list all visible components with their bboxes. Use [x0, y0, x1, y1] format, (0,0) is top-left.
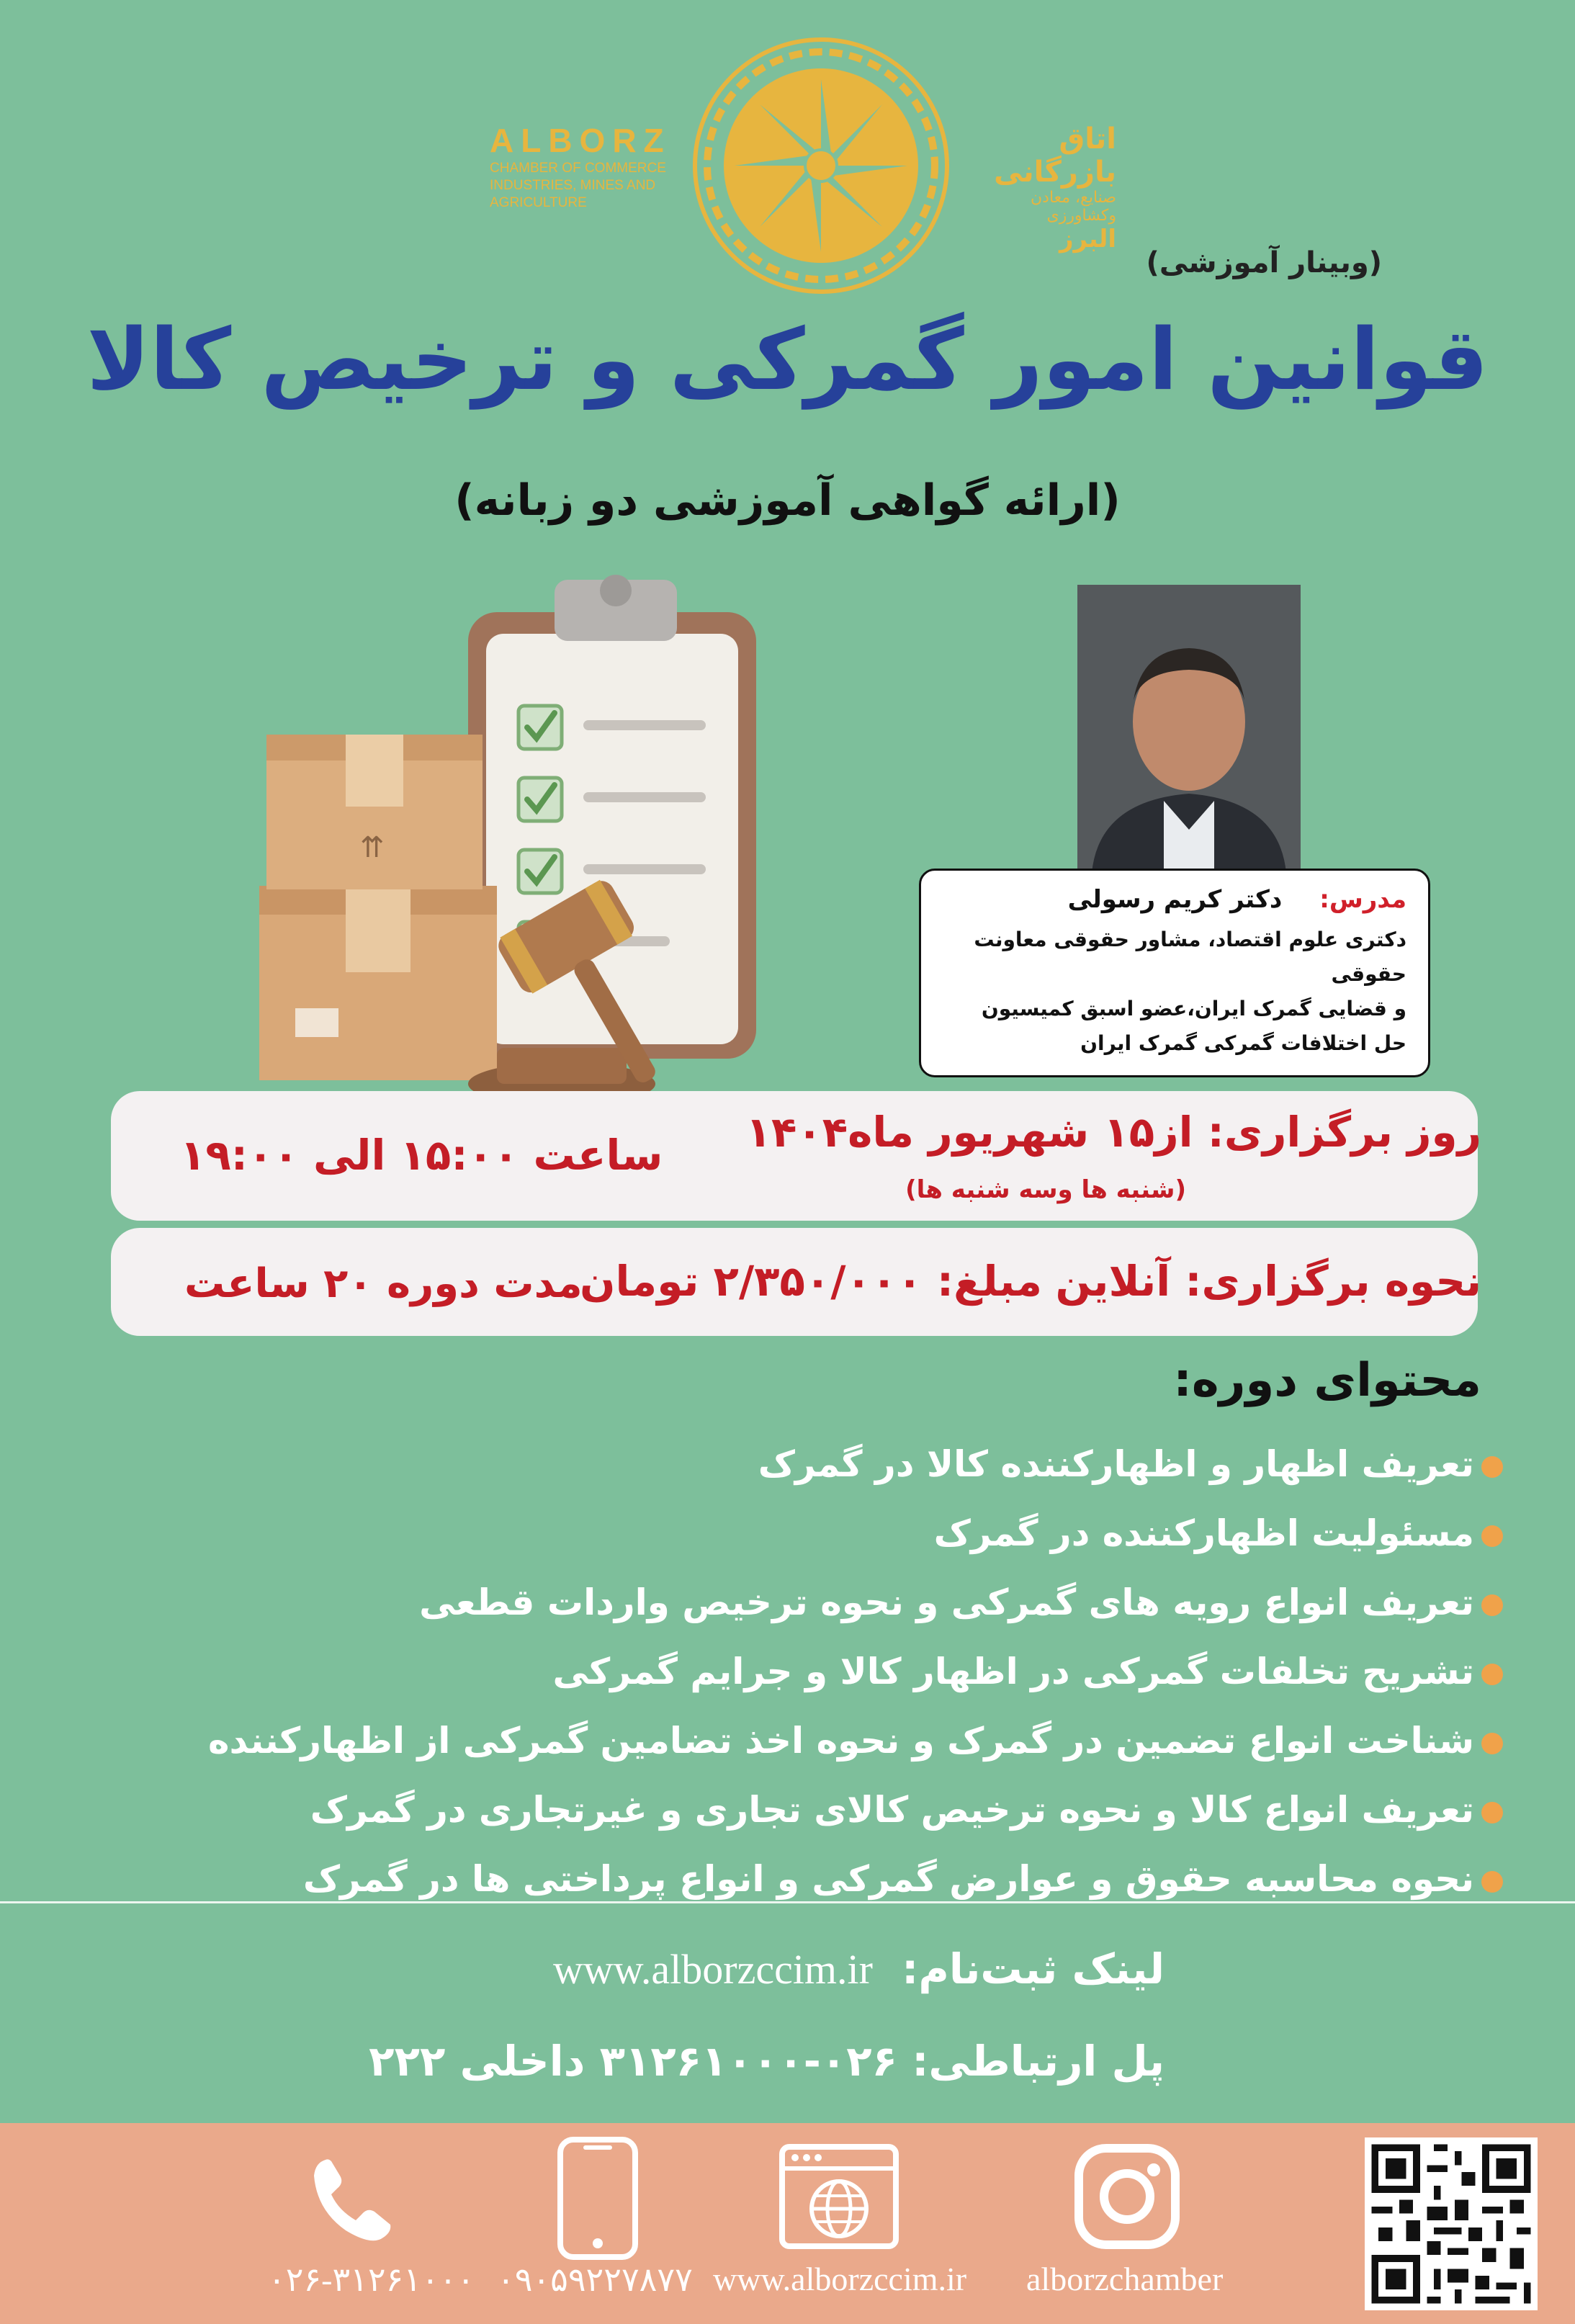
course-duration: مدت دوره ۲۰ ساعت [184, 1260, 583, 1307]
teacher-desc-line2: و قضایی گمرک ایران،عضو اسبق کمیسیون [981, 997, 1406, 1020]
page-title: قوانین امور گمرکی و ترخیص کالا [86, 310, 1489, 409]
registration-link[interactable]: www.alborzccim.ir [553, 1946, 873, 1993]
teacher-name: دکتر کریم رسولی [1067, 885, 1283, 914]
logo-en-name: ALBORZ [490, 122, 671, 159]
course-price: مبلغ: ۲/۳۵۰/۰۰۰ تومان [580, 1257, 1042, 1306]
teacher-heading [943, 885, 1406, 914]
webinar-label: (وبینار آموزشی) [1146, 246, 1382, 279]
footer-instagram-label[interactable]: alborzchamber [1026, 2261, 1224, 2297]
course-time: ساعت ۱۵:۰۰ الی ۱۹:۰۰ [180, 1131, 663, 1180]
chamber-seal-icon [684, 29, 958, 302]
course-date: روز برگزاری: از۱۵ شهریور ماه۱۴۰۴ [745, 1108, 1481, 1157]
bullet-icon [1481, 1802, 1503, 1823]
logo-fa-line3: البرز [1059, 225, 1116, 254]
list-item: تعریف انواع کالا و نحوه ترخیص کالای تجاری و غیرتجاری در گمرک [135, 1775, 1503, 1844]
registration-line [553, 1944, 1165, 1993]
logo-en-line2: CHAMBER OF COMMERCE [490, 161, 666, 176]
website-icon[interactable] [778, 2143, 900, 2251]
instagram-icon[interactable] [1073, 2143, 1181, 2251]
list-item: تشریح تخلفات گمرکی در اظهار کالا و جرایم گمرکی [135, 1637, 1503, 1706]
divider [0, 1901, 1575, 1903]
mobile-icon[interactable] [555, 2135, 641, 2261]
logo-en-line3: INDUSTRIES, MINES AND AGRICULTURE [490, 178, 656, 210]
logo-english [490, 121, 677, 212]
contents-list [135, 1430, 1503, 1914]
teacher-desc-line1: دکتری علوم اقتصاد، مشاور حقوقی معاونت حقوقی [974, 928, 1406, 986]
registration-label: لینک ثبت‌نام: [902, 1944, 1165, 1993]
customs-illustration-icon [238, 569, 814, 1131]
bullet-icon [1481, 1456, 1503, 1478]
bullet-icon [1481, 1664, 1503, 1685]
bullet-icon [1481, 1733, 1503, 1754]
footer-mobile-label: ۰۹۰۵۹۲۲۷۸۷۷ [497, 2261, 693, 2298]
logo-fa-line2: صنایع، معادن وکشاورزی [1030, 189, 1116, 225]
bullet-icon [1481, 1594, 1503, 1616]
teacher-role-label: مدرس: [1319, 885, 1406, 914]
contents-heading: محتوای دوره: [1173, 1354, 1481, 1407]
list-item: مسئولیت اظهارکننده در گمرک [135, 1499, 1503, 1568]
list-item: تعریف اظهار و اظهارکننده کالا در گمرک [135, 1430, 1503, 1499]
bullet-icon [1481, 1871, 1503, 1893]
teacher-photo [1077, 585, 1301, 873]
list-item: تعریف انواع رویه های گمرکی و نحوه ترخیص واردات قطعی [135, 1568, 1503, 1637]
contact-line: پل ارتباطی: ۰۲۶-۳۱۲۶۱۰۰۰ داخلی ۲۲۲ [369, 2037, 1165, 2086]
page-subtitle: (ارائه گواهی آموزشی دو زبانه) [454, 475, 1121, 526]
logo-fa-line1: اتاق بازرگانی [994, 122, 1116, 189]
bullet-icon [1481, 1525, 1503, 1547]
course-days: (شنبه ها وسه شنبه ها) [905, 1175, 1186, 1204]
teacher-description [943, 923, 1406, 1061]
svg-text:⇈: ⇈ [360, 831, 385, 864]
logo-persian [965, 122, 1116, 254]
course-mode: نحوه برگزاری: آنلاین [1055, 1257, 1481, 1306]
teacher-desc-line3: حل اختلافات گمرکی گمرک ایران [1080, 1031, 1406, 1055]
teacher-info-card [919, 869, 1430, 1077]
list-item: نحوه محاسبه حقوق و عوارض گمرکی و انواع پرداختی ها در گمرک [135, 1844, 1503, 1914]
list-item: شناخت انواع تضمین در گمرک و نحوه اخذ تضامین گمرکی از اظهارکننده [135, 1706, 1503, 1775]
footer-phone-label: ۰۲۶-۳۱۲۶۱۰۰۰ [268, 2261, 475, 2298]
footer-web-label[interactable]: www.alborzccim.ir [713, 2261, 967, 2297]
qr-code-icon [1365, 2137, 1538, 2310]
phone-icon[interactable] [302, 2150, 403, 2251]
